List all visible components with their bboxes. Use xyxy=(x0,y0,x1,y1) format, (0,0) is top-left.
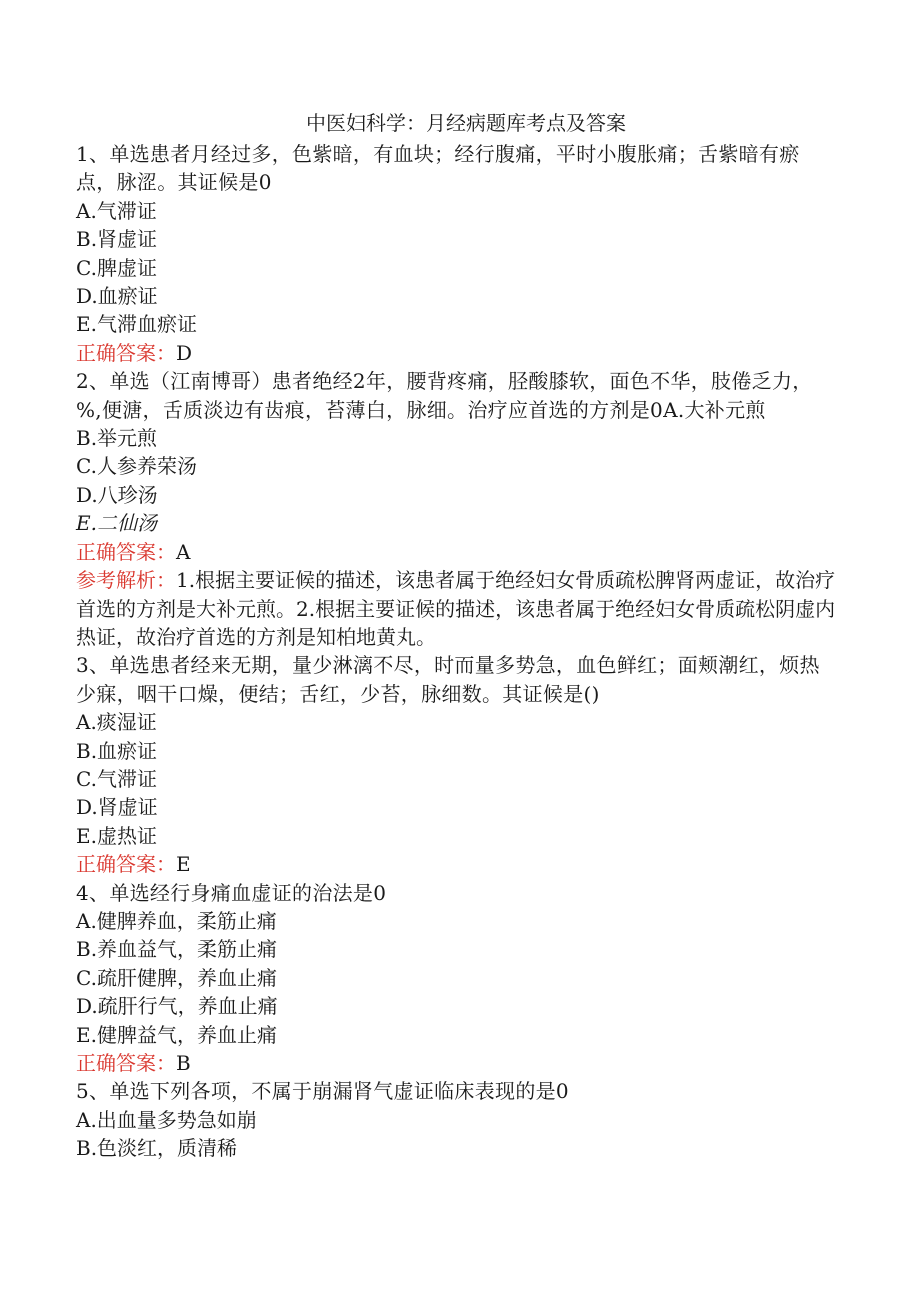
question-1-option-a: A.气滞证 xyxy=(76,198,157,223)
question-3-option-b: B.血瘀证 xyxy=(76,738,158,763)
analysis-text: 1.根据主要证候的描述，该患者属于绝经妇女骨质疏松脾肾两虚证，故治疗首选的方剂是大补元煎。2.根据主要证候的描述，该患者属于绝经妇女骨质疏松阴虚内热证，故治疗首选的方剂是知柏地黄丸。 xyxy=(76,568,836,649)
answer-value: E xyxy=(176,852,191,877)
answer-label: 正确答案： xyxy=(76,539,176,564)
answer-value: B xyxy=(176,1051,191,1075)
question-4-answer xyxy=(76,1049,836,1077)
question-4-option-c: C.疏肝健脾，养血止痛 xyxy=(76,965,277,990)
question-4-option-a: A.健脾养血，柔筋止痛 xyxy=(76,908,277,933)
question-5-text: 5、单选下列各项，不属于崩漏肾气虚证临床表现的是0 xyxy=(76,1079,569,1104)
question-4-text: 4、单选经行身痛血虚证的治法是0 xyxy=(76,880,387,905)
question-1-option-b: B.肾虚证 xyxy=(76,227,158,252)
question-2-option-d: D.八珍汤 xyxy=(76,482,158,507)
question-5-option-a: A.出血量多势急如崩 xyxy=(76,1107,257,1132)
question-4-option-e: E.健脾益气，养血止痛 xyxy=(76,1022,277,1047)
analysis-label: 参考解析： xyxy=(76,568,176,593)
question-1-text: 1、单选患者月经过多，色紫暗，有血块；经行腹痛，平时小腹胀痛；舌紫暗有瘀点，脉涩。其证候是0 xyxy=(76,142,800,195)
page-title: 中医妇科学：月经病题库考点及答案 xyxy=(306,111,626,135)
question-4-option-d: D.疏肝行气，养血止痛 xyxy=(76,994,278,1019)
question-2-option-e: E.二仙汤 xyxy=(76,511,157,536)
question-3-option-d: D.肾虚证 xyxy=(76,795,158,820)
question-2-analysis xyxy=(76,566,836,651)
question-3-option-a: A.痰湿证 xyxy=(76,710,157,735)
question-1-answer xyxy=(76,339,836,367)
question-5-option-b: B.色淡红，质清稀 xyxy=(76,1136,238,1161)
question-3-option-c: C.气滞证 xyxy=(76,766,157,791)
question-1-option-c: C.脾虚证 xyxy=(76,255,157,280)
answer-label: 正确答案： xyxy=(76,852,176,877)
answer-label: 正确答案： xyxy=(76,340,176,365)
question-1-option-e: E.气滞血瘀证 xyxy=(76,312,197,337)
answer-value: D xyxy=(176,340,193,365)
question-3-option-e: E.虚热证 xyxy=(76,823,157,848)
question-2-option-b: B.举元煎 xyxy=(76,426,158,451)
document-page xyxy=(76,108,836,1163)
question-3-text: 3、单选患者经来无期，量少淋漓不尽，时而量多势急，血色鲜红；面颊潮红，烦热少寐，咽干口燥，便结；舌红，少苔，脉细数。其证候是() xyxy=(76,653,820,706)
question-2-answer xyxy=(76,538,836,566)
question-1-option-d: D.血瘀证 xyxy=(76,284,158,309)
question-2-option-c: C.人参养荣汤 xyxy=(76,454,197,479)
answer-label: 正确答案： xyxy=(76,1051,176,1075)
question-4-option-b: B.养血益气，柔筋止痛 xyxy=(76,937,278,962)
answer-value: A xyxy=(176,539,191,564)
question-3-answer xyxy=(76,850,836,878)
question-2-text: 2、单选（江南博哥）患者绝经2年，腰背疼痛，胫酸膝软，面色不华，肢倦乏力，%,便溏，舌质淡边有齿痕，苔薄白，脉细。治疗应首选的方剂是0A.大补元煎 xyxy=(76,369,813,422)
